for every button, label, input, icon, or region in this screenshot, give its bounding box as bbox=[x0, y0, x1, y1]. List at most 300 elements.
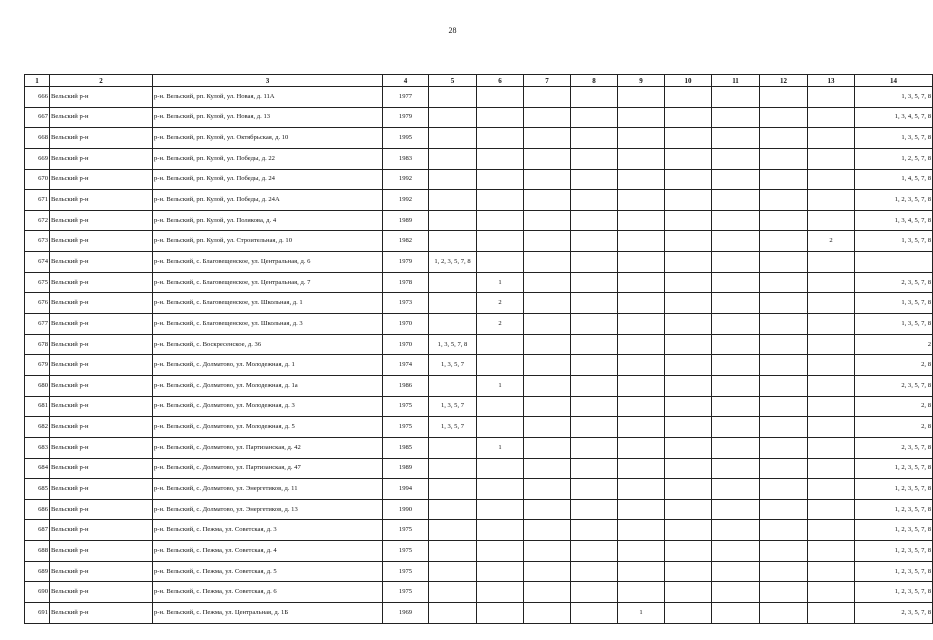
col-14-cell: 1, 3, 4, 5, 7, 8 bbox=[855, 107, 933, 128]
column-header-1: 1 bbox=[25, 75, 50, 87]
col-7-cell bbox=[524, 272, 571, 293]
col-5-cell bbox=[429, 107, 477, 128]
col-7-cell bbox=[524, 107, 571, 128]
col-6-cell bbox=[477, 603, 524, 624]
row-number-cell: 683 bbox=[25, 437, 50, 458]
col-9-cell bbox=[618, 541, 665, 562]
address-cell: р-н. Вельский, с. Долматово, ул. Молодежная, д. 1 bbox=[153, 355, 383, 376]
col-8-cell bbox=[571, 520, 618, 541]
col-5-cell bbox=[429, 314, 477, 335]
district-cell: Вельский р-н bbox=[50, 520, 153, 541]
col-5-cell bbox=[429, 582, 477, 603]
col-8-cell bbox=[571, 561, 618, 582]
year-cell: 1978 bbox=[383, 272, 429, 293]
col-12-cell bbox=[760, 458, 808, 479]
district-cell: Вельский р-н bbox=[50, 272, 153, 293]
col-6-cell bbox=[477, 479, 524, 500]
table-row bbox=[25, 437, 933, 458]
col-14-cell: 2, 3, 5, 7, 8 bbox=[855, 375, 933, 396]
col-13-cell bbox=[808, 541, 855, 562]
col-12-cell bbox=[760, 541, 808, 562]
page-number: 28 bbox=[448, 26, 457, 35]
district-cell: Вельский р-н bbox=[50, 417, 153, 438]
column-header-13: 13 bbox=[808, 75, 855, 87]
address-cell: р-н. Вельский, с. Долматово, ул. Молодежная, д. 1а bbox=[153, 375, 383, 396]
col-7-cell bbox=[524, 334, 571, 355]
col-13-cell bbox=[808, 603, 855, 624]
col-13-cell bbox=[808, 561, 855, 582]
col-13-cell bbox=[808, 375, 855, 396]
col-11-cell bbox=[712, 252, 760, 273]
address-cell: р-н. Вельский, рп. Кулой, ул. Новая, д. 13 bbox=[153, 107, 383, 128]
table-row bbox=[25, 231, 933, 252]
col-9-cell bbox=[618, 107, 665, 128]
col-12-cell bbox=[760, 128, 808, 149]
address-cell: р-н. Вельский, с. Пежма, ул. Советская, д. 3 bbox=[153, 520, 383, 541]
col-8-cell bbox=[571, 107, 618, 128]
col-6-cell bbox=[477, 458, 524, 479]
year-cell: 1970 bbox=[383, 314, 429, 335]
row-number-cell: 668 bbox=[25, 128, 50, 149]
table-row bbox=[25, 272, 933, 293]
col-7-cell bbox=[524, 458, 571, 479]
col-12-cell bbox=[760, 169, 808, 190]
col-9-cell bbox=[618, 87, 665, 108]
col-6-cell bbox=[477, 417, 524, 438]
col-9-cell bbox=[618, 210, 665, 231]
col-10-cell bbox=[665, 210, 712, 231]
year-cell: 1975 bbox=[383, 582, 429, 603]
column-header-10: 10 bbox=[665, 75, 712, 87]
col-14-cell: 1, 2, 5, 7, 8 bbox=[855, 148, 933, 169]
column-header-5: 5 bbox=[429, 75, 477, 87]
col-5-cell bbox=[429, 87, 477, 108]
table-row bbox=[25, 603, 933, 624]
col-7-cell bbox=[524, 314, 571, 335]
col-6-cell bbox=[477, 582, 524, 603]
col-7-cell bbox=[524, 541, 571, 562]
col-8-cell bbox=[571, 582, 618, 603]
col-10-cell bbox=[665, 375, 712, 396]
col-10-cell bbox=[665, 520, 712, 541]
table-row bbox=[25, 396, 933, 417]
year-cell: 1979 bbox=[383, 252, 429, 273]
col-9-cell bbox=[618, 252, 665, 273]
col-6-cell bbox=[477, 148, 524, 169]
district-cell: Вельский р-н bbox=[50, 499, 153, 520]
col-11-cell bbox=[712, 231, 760, 252]
column-header-2: 2 bbox=[50, 75, 153, 87]
table-row bbox=[25, 499, 933, 520]
col-12-cell bbox=[760, 355, 808, 376]
table-row bbox=[25, 355, 933, 376]
col-9-cell bbox=[618, 190, 665, 211]
col-14-cell: 1, 3, 5, 7, 8 bbox=[855, 87, 933, 108]
col-13-cell bbox=[808, 582, 855, 603]
col-9-cell: 1 bbox=[618, 603, 665, 624]
col-11-cell bbox=[712, 355, 760, 376]
district-cell: Вельский р-н bbox=[50, 541, 153, 562]
col-13-cell bbox=[808, 499, 855, 520]
year-cell: 1975 bbox=[383, 541, 429, 562]
row-number-cell: 676 bbox=[25, 293, 50, 314]
address-cell: р-н. Вельский, с. Благовещенское, ул. Центральная, д. 7 bbox=[153, 272, 383, 293]
address-cell: р-н. Вельский, с. Долматово, ул. Энергетиков, д. 11 bbox=[153, 479, 383, 500]
row-number-cell: 667 bbox=[25, 107, 50, 128]
table-row bbox=[25, 107, 933, 128]
row-number-cell: 675 bbox=[25, 272, 50, 293]
year-cell: 1990 bbox=[383, 499, 429, 520]
year-cell: 1992 bbox=[383, 190, 429, 211]
col-5-cell bbox=[429, 128, 477, 149]
address-cell: р-н. Вельский, с. Долматово, ул. Партизанская, д. 42 bbox=[153, 437, 383, 458]
col-13-cell bbox=[808, 128, 855, 149]
col-12-cell bbox=[760, 210, 808, 231]
col-12-cell bbox=[760, 520, 808, 541]
column-header-14: 14 bbox=[855, 75, 933, 87]
col-7-cell bbox=[524, 128, 571, 149]
year-cell: 1982 bbox=[383, 231, 429, 252]
row-number-cell: 684 bbox=[25, 458, 50, 479]
district-cell: Вельский р-н bbox=[50, 314, 153, 335]
year-cell: 1975 bbox=[383, 417, 429, 438]
address-cell: р-н. Вельский, рп. Кулой, ул. Победы, д. 24 bbox=[153, 169, 383, 190]
col-11-cell bbox=[712, 541, 760, 562]
col-9-cell bbox=[618, 582, 665, 603]
col-14-cell: 1, 3, 5, 7, 8 bbox=[855, 231, 933, 252]
district-cell: Вельский р-н bbox=[50, 375, 153, 396]
address-cell: р-н. Вельский, с. Пежма, ул. Советская, д. 5 bbox=[153, 561, 383, 582]
col-5-cell: 1, 3, 5, 7 bbox=[429, 417, 477, 438]
district-cell: Вельский р-н bbox=[50, 458, 153, 479]
col-8-cell bbox=[571, 355, 618, 376]
col-5-cell bbox=[429, 458, 477, 479]
col-11-cell bbox=[712, 210, 760, 231]
table-row bbox=[25, 128, 933, 149]
col-14-cell: 2, 3, 5, 7, 8 bbox=[855, 272, 933, 293]
address-cell: р-н. Вельский, с. Пежма, ул. Центральная, д. 1Б bbox=[153, 603, 383, 624]
col-9-cell bbox=[618, 334, 665, 355]
col-10-cell bbox=[665, 334, 712, 355]
col-12-cell bbox=[760, 396, 808, 417]
year-cell: 1992 bbox=[383, 169, 429, 190]
year-cell: 1985 bbox=[383, 437, 429, 458]
col-8-cell bbox=[571, 231, 618, 252]
year-cell: 1989 bbox=[383, 458, 429, 479]
col-7-cell bbox=[524, 479, 571, 500]
district-cell: Вельский р-н bbox=[50, 252, 153, 273]
col-11-cell bbox=[712, 582, 760, 603]
col-12-cell bbox=[760, 148, 808, 169]
col-13-cell bbox=[808, 520, 855, 541]
col-5-cell bbox=[429, 231, 477, 252]
col-13-cell bbox=[808, 148, 855, 169]
col-11-cell bbox=[712, 499, 760, 520]
col-6-cell: 1 bbox=[477, 437, 524, 458]
column-header-8: 8 bbox=[571, 75, 618, 87]
col-14-cell: 1, 2, 3, 5, 7, 8 bbox=[855, 499, 933, 520]
col-5-cell bbox=[429, 375, 477, 396]
col-7-cell bbox=[524, 561, 571, 582]
col-12-cell bbox=[760, 479, 808, 500]
col-8-cell bbox=[571, 128, 618, 149]
district-cell: Вельский р-н bbox=[50, 169, 153, 190]
col-9-cell bbox=[618, 437, 665, 458]
col-8-cell bbox=[571, 272, 618, 293]
address-cell: р-н. Вельский, рп. Кулой, ул. Октябрьская, д. 10 bbox=[153, 128, 383, 149]
address-cell: р-н. Вельский, с. Воскресенское, д. 36 bbox=[153, 334, 383, 355]
col-14-cell: 2, 8 bbox=[855, 396, 933, 417]
col-12-cell bbox=[760, 87, 808, 108]
col-10-cell bbox=[665, 499, 712, 520]
col-8-cell bbox=[571, 417, 618, 438]
col-12-cell bbox=[760, 417, 808, 438]
year-cell: 1977 bbox=[383, 87, 429, 108]
col-5-cell: 1, 3, 5, 7 bbox=[429, 355, 477, 376]
col-14-cell bbox=[855, 252, 933, 273]
col-14-cell: 1, 2, 3, 5, 7, 8 bbox=[855, 541, 933, 562]
col-14-cell: 1, 3, 5, 7, 8 bbox=[855, 128, 933, 149]
row-number-cell: 680 bbox=[25, 375, 50, 396]
col-12-cell bbox=[760, 314, 808, 335]
col-7-cell bbox=[524, 169, 571, 190]
col-7-cell bbox=[524, 210, 571, 231]
col-8-cell bbox=[571, 334, 618, 355]
col-7-cell bbox=[524, 148, 571, 169]
col-10-cell bbox=[665, 417, 712, 438]
col-8-cell bbox=[571, 437, 618, 458]
column-header-4: 4 bbox=[383, 75, 429, 87]
row-number-cell: 687 bbox=[25, 520, 50, 541]
col-8-cell bbox=[571, 87, 618, 108]
col-10-cell bbox=[665, 582, 712, 603]
row-number-cell: 682 bbox=[25, 417, 50, 438]
col-8-cell bbox=[571, 252, 618, 273]
col-11-cell bbox=[712, 87, 760, 108]
address-cell: р-н. Вельский, с. Долматово, ул. Молодежная, д. 3 bbox=[153, 396, 383, 417]
col-7-cell bbox=[524, 190, 571, 211]
col-11-cell bbox=[712, 479, 760, 500]
district-cell: Вельский р-н bbox=[50, 479, 153, 500]
row-number-cell: 681 bbox=[25, 396, 50, 417]
row-number-cell: 689 bbox=[25, 561, 50, 582]
col-7-cell bbox=[524, 437, 571, 458]
col-14-cell: 2 bbox=[855, 334, 933, 355]
col-11-cell bbox=[712, 375, 760, 396]
column-header-6: 6 bbox=[477, 75, 524, 87]
col-7-cell bbox=[524, 355, 571, 376]
col-10-cell bbox=[665, 541, 712, 562]
col-8-cell bbox=[571, 499, 618, 520]
col-9-cell bbox=[618, 396, 665, 417]
col-10-cell bbox=[665, 231, 712, 252]
col-13-cell bbox=[808, 87, 855, 108]
address-cell: р-н. Вельский, рп. Кулой, ул. Строительная, д. 10 bbox=[153, 231, 383, 252]
col-5-cell: 1, 3, 5, 7, 8 bbox=[429, 334, 477, 355]
district-cell: Вельский р-н bbox=[50, 190, 153, 211]
year-cell: 1973 bbox=[383, 293, 429, 314]
col-8-cell bbox=[571, 479, 618, 500]
col-9-cell bbox=[618, 479, 665, 500]
col-14-cell: 1, 2, 3, 5, 7, 8 bbox=[855, 458, 933, 479]
table-body bbox=[25, 87, 933, 624]
col-8-cell bbox=[571, 169, 618, 190]
table-row bbox=[25, 190, 933, 211]
table-row bbox=[25, 479, 933, 500]
col-7-cell bbox=[524, 582, 571, 603]
col-10-cell bbox=[665, 458, 712, 479]
col-9-cell bbox=[618, 314, 665, 335]
address-cell: р-н. Вельский, с. Благовещенское, ул. Центральная, д. 6 bbox=[153, 252, 383, 273]
address-cell: р-н. Вельский, с. Благовещенское, ул. Школьная, д. 3 bbox=[153, 314, 383, 335]
district-cell: Вельский р-н bbox=[50, 87, 153, 108]
table-row bbox=[25, 252, 933, 273]
col-10-cell bbox=[665, 314, 712, 335]
col-9-cell bbox=[618, 169, 665, 190]
col-11-cell bbox=[712, 561, 760, 582]
col-7-cell bbox=[524, 231, 571, 252]
col-12-cell bbox=[760, 582, 808, 603]
col-12-cell bbox=[760, 293, 808, 314]
col-10-cell bbox=[665, 272, 712, 293]
column-header-12: 12 bbox=[760, 75, 808, 87]
col-8-cell bbox=[571, 541, 618, 562]
col-13-cell bbox=[808, 252, 855, 273]
col-10-cell bbox=[665, 148, 712, 169]
year-cell: 1975 bbox=[383, 520, 429, 541]
column-header-7: 7 bbox=[524, 75, 571, 87]
col-11-cell bbox=[712, 272, 760, 293]
col-9-cell bbox=[618, 417, 665, 438]
col-14-cell: 2, 3, 5, 7, 8 bbox=[855, 437, 933, 458]
col-10-cell bbox=[665, 479, 712, 500]
col-11-cell bbox=[712, 190, 760, 211]
col-12-cell bbox=[760, 499, 808, 520]
row-number-cell: 672 bbox=[25, 210, 50, 231]
col-8-cell bbox=[571, 603, 618, 624]
col-6-cell bbox=[477, 396, 524, 417]
col-5-cell: 1, 3, 5, 7 bbox=[429, 396, 477, 417]
col-9-cell bbox=[618, 520, 665, 541]
col-11-cell bbox=[712, 396, 760, 417]
col-6-cell bbox=[477, 210, 524, 231]
row-number-cell: 673 bbox=[25, 231, 50, 252]
row-number-cell: 670 bbox=[25, 169, 50, 190]
col-8-cell bbox=[571, 148, 618, 169]
year-cell: 1995 bbox=[383, 128, 429, 149]
col-12-cell bbox=[760, 437, 808, 458]
col-13-cell bbox=[808, 190, 855, 211]
col-13-cell bbox=[808, 479, 855, 500]
col-5-cell: 1, 2, 3, 5, 7, 8 bbox=[429, 252, 477, 273]
col-6-cell bbox=[477, 561, 524, 582]
year-cell: 1989 bbox=[383, 210, 429, 231]
col-14-cell: 1, 3, 5, 7, 8 bbox=[855, 293, 933, 314]
col-14-cell: 2, 8 bbox=[855, 417, 933, 438]
col-14-cell: 1, 2, 3, 5, 7, 8 bbox=[855, 190, 933, 211]
col-13-cell bbox=[808, 334, 855, 355]
col-6-cell bbox=[477, 231, 524, 252]
col-11-cell bbox=[712, 334, 760, 355]
col-14-cell: 1, 2, 3, 5, 7, 8 bbox=[855, 520, 933, 541]
table-header-row bbox=[25, 75, 933, 87]
district-cell: Вельский р-н bbox=[50, 355, 153, 376]
district-cell: Вельский р-н bbox=[50, 603, 153, 624]
year-cell: 1979 bbox=[383, 107, 429, 128]
col-11-cell bbox=[712, 107, 760, 128]
table-row bbox=[25, 582, 933, 603]
col-5-cell bbox=[429, 210, 477, 231]
col-5-cell bbox=[429, 190, 477, 211]
col-8-cell bbox=[571, 210, 618, 231]
district-cell: Вельский р-н bbox=[50, 128, 153, 149]
col-11-cell bbox=[712, 603, 760, 624]
col-10-cell bbox=[665, 252, 712, 273]
row-number-cell: 671 bbox=[25, 190, 50, 211]
table-row bbox=[25, 169, 933, 190]
col-7-cell bbox=[524, 396, 571, 417]
col-12-cell bbox=[760, 375, 808, 396]
col-7-cell bbox=[524, 375, 571, 396]
col-10-cell bbox=[665, 293, 712, 314]
col-14-cell: 1, 2, 3, 5, 7, 8 bbox=[855, 561, 933, 582]
col-13-cell bbox=[808, 355, 855, 376]
col-6-cell bbox=[477, 541, 524, 562]
col-6-cell bbox=[477, 87, 524, 108]
col-13-cell bbox=[808, 437, 855, 458]
col-12-cell bbox=[760, 561, 808, 582]
col-6-cell bbox=[477, 169, 524, 190]
col-6-cell bbox=[477, 520, 524, 541]
col-11-cell bbox=[712, 169, 760, 190]
district-cell: Вельский р-н bbox=[50, 437, 153, 458]
col-9-cell bbox=[618, 231, 665, 252]
year-cell: 1983 bbox=[383, 148, 429, 169]
col-7-cell bbox=[524, 417, 571, 438]
col-14-cell: 1, 3, 4, 5, 7, 8 bbox=[855, 210, 933, 231]
col-11-cell bbox=[712, 314, 760, 335]
col-6-cell bbox=[477, 499, 524, 520]
address-cell: р-н. Вельский, с. Долматово, ул. Молодежная, д. 5 bbox=[153, 417, 383, 438]
row-number-cell: 688 bbox=[25, 541, 50, 562]
district-cell: Вельский р-н bbox=[50, 210, 153, 231]
col-9-cell bbox=[618, 272, 665, 293]
col-14-cell: 2, 8 bbox=[855, 355, 933, 376]
col-9-cell bbox=[618, 375, 665, 396]
col-6-cell bbox=[477, 190, 524, 211]
col-5-cell bbox=[429, 293, 477, 314]
col-13-cell bbox=[808, 169, 855, 190]
district-cell: Вельский р-н bbox=[50, 148, 153, 169]
row-number-cell: 686 bbox=[25, 499, 50, 520]
col-13-cell bbox=[808, 396, 855, 417]
table-row bbox=[25, 561, 933, 582]
col-12-cell bbox=[760, 231, 808, 252]
col-13-cell: 2 bbox=[808, 231, 855, 252]
year-cell: 1974 bbox=[383, 355, 429, 376]
district-cell: Вельский р-н bbox=[50, 561, 153, 582]
table-row bbox=[25, 334, 933, 355]
col-10-cell bbox=[665, 169, 712, 190]
col-12-cell bbox=[760, 107, 808, 128]
row-number-cell: 691 bbox=[25, 603, 50, 624]
col-5-cell bbox=[429, 479, 477, 500]
row-number-cell: 678 bbox=[25, 334, 50, 355]
col-6-cell bbox=[477, 128, 524, 149]
col-13-cell bbox=[808, 458, 855, 479]
col-9-cell bbox=[618, 561, 665, 582]
district-cell: Вельский р-н bbox=[50, 396, 153, 417]
